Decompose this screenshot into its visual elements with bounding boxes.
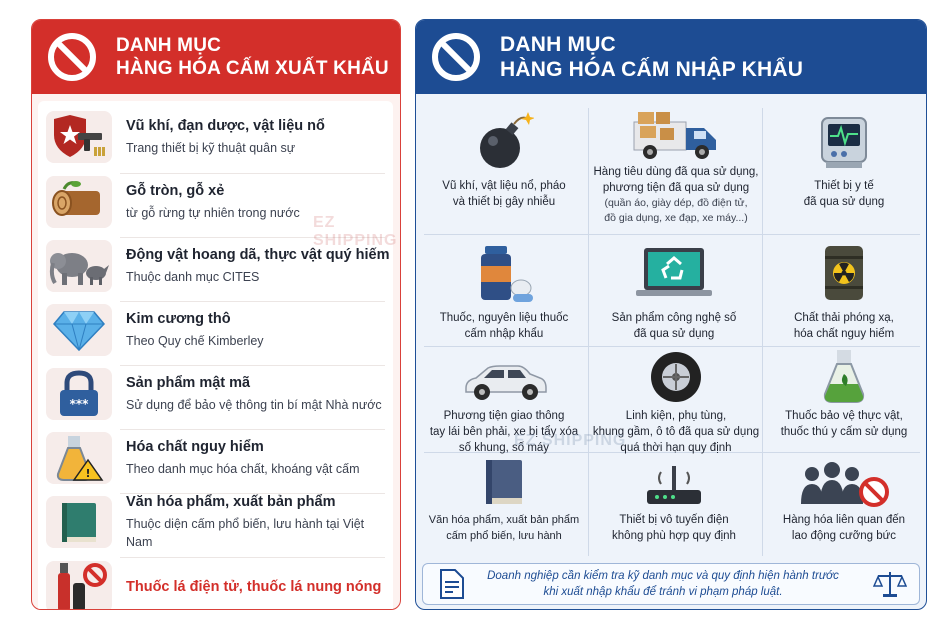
import-item [766,238,922,342]
prohibited-icon [430,31,482,83]
router-icon [639,454,709,510]
export-item-subtitle: Theo Quy chế Kimberley [126,334,264,348]
elephant-icon [46,240,112,292]
forced-labor-icon [798,454,890,510]
import-item-text: Phương tiện giao thông tay lái bên phải, xe bị tẩy xóa số khung, số máy [429,410,579,454]
export-panel [31,19,401,610]
svg-text:***: *** [69,397,89,411]
export-item [38,173,393,231]
export-item-title: Kim cương thô [126,311,231,327]
import-item [766,348,922,440]
import-item [426,106,582,210]
import-item [426,454,582,544]
book-icon [476,454,532,510]
export-item-title: Động vật hoang dã, thực vật quý hiếm [126,247,390,263]
export-item-title: Sản phẩm mật mã [126,375,251,391]
svg-text:!: ! [85,467,91,480]
scales-of-justice-icon [873,569,907,599]
export-item-subtitle: Thuộc danh mục CITES [126,270,260,284]
truck-icon [632,106,720,162]
import-item-note: (quần áo, giày dép, đồ điện tử, đồ gia dụng, xe đạp, xe máy...) [604,197,748,224]
export-header [32,20,400,94]
import-item-text: Sản phẩm công nghệ số đã qua sử dụng [611,312,737,340]
export-item [38,493,393,551]
e-cigarette-icon [46,561,112,610]
car-icon [460,348,548,404]
import-item-text: Thiết bị vô tuyến điện không phù hợp quy định [612,514,736,542]
import-panel [415,19,927,610]
tire-icon [649,348,703,404]
export-title-line1: DANH MỤC [116,35,222,56]
recycle-laptop-icon [634,238,714,304]
export-item [38,429,393,487]
document-icon [437,568,467,600]
import-item-text: Thiết bị y tế đã qua sử dụng [803,180,885,208]
footer-note: Doanh nghiệp cần kiểm tra kỹ danh mục và quy định hiện hành trước khi xuất nhập khẩu để tránh vi phạm pháp luật. [487,570,839,598]
import-item-text: Hàng hóa liên quan đến lao động cưỡng bức [782,514,906,542]
import-item-text: Văn hóa phẩm, xuất bản phẩm cấm phổ biến, lưu hành [428,514,580,542]
import-header [416,20,926,94]
export-item-subtitle: Trang thiết bị kỹ thuật quân sự [126,141,296,155]
prohibited-icon [46,31,98,83]
book-icon [46,496,112,548]
export-item [38,107,393,167]
import-item-text: Thuốc bảo vệ thực vật, thuốc thú y cấm sử dụng [780,410,908,438]
export-item-subtitle: từ gỗ rừng tự nhiên trong nước [126,206,300,220]
export-item-title: Vũ khí, đạn dược, vật liệu nổ [126,118,325,134]
import-item [586,348,766,456]
padlock-icon [46,368,112,420]
export-item [38,557,393,610]
import-item [426,238,582,342]
export-item-title: Văn hóa phẩm, xuất bản phẩm [126,494,336,510]
export-item-title: Gỗ tròn, gỗ xẻ [126,183,225,199]
radioactive-barrel-icon [819,238,869,304]
import-title-line2: HÀNG HÓA CẤM NHẬP KHẨU [500,58,804,81]
import-item [766,454,922,544]
medicine-icon [469,238,539,304]
diamond-icon [46,304,112,356]
export-item [38,301,393,359]
log-icon [46,176,112,228]
export-item-title: Thuốc lá điện tử, thuốc lá nung nóng [126,578,382,595]
watermark-line1: EZ SHIPPING [313,214,398,249]
import-item-text: Vũ khí, vật liệu nổ, pháo và thiết bị gây nhiễu [442,180,566,208]
bomb-icon [474,106,534,172]
export-item-subtitle: Sử dụng để bảo vệ thông tin bí mật Nhà nước [126,398,382,412]
import-title-line1: DANH MỤC [500,33,616,56]
import-item-text: Chất thải phóng xạ, hóa chất nguy hiểm [793,312,895,340]
export-item [38,237,393,295]
import-item-text: Thuốc, nguyên liệu thuốc cấm nhập khẩu [439,312,569,340]
chemical-flask-icon [46,432,112,484]
export-list [38,101,398,610]
import-item [766,106,922,210]
export-item-subtitle: Theo danh mục hóa chất, khoáng vật cấm [126,462,360,476]
import-item-text: Hàng tiêu dùng đã qua sử dụng, phương tiện đã qua sử dụng [593,166,759,194]
import-item [426,348,582,456]
import-item [596,238,752,342]
import-item [586,106,766,226]
weapon-icon [46,111,112,163]
export-item-subtitle: Thuộc diện cấm phổ biến, lưu hành tại Việt Nam [126,517,365,549]
import-item [596,454,752,544]
export-title-line2: HÀNG HÓA CẤM XUẤT KHẨU [116,58,389,79]
import-footer [422,563,920,605]
export-item-title: Hóa chất nguy hiểm [126,439,264,455]
medical-device-icon [816,106,872,172]
import-item-text: Linh kiện, phụ tùng, khung gầm, ô tô đã qua sử dụng quá thời hạn quy định [592,410,760,454]
export-item [38,365,393,423]
pesticide-flask-icon [819,348,869,404]
watermark-line1: EZ SHIPPING [514,432,627,449]
